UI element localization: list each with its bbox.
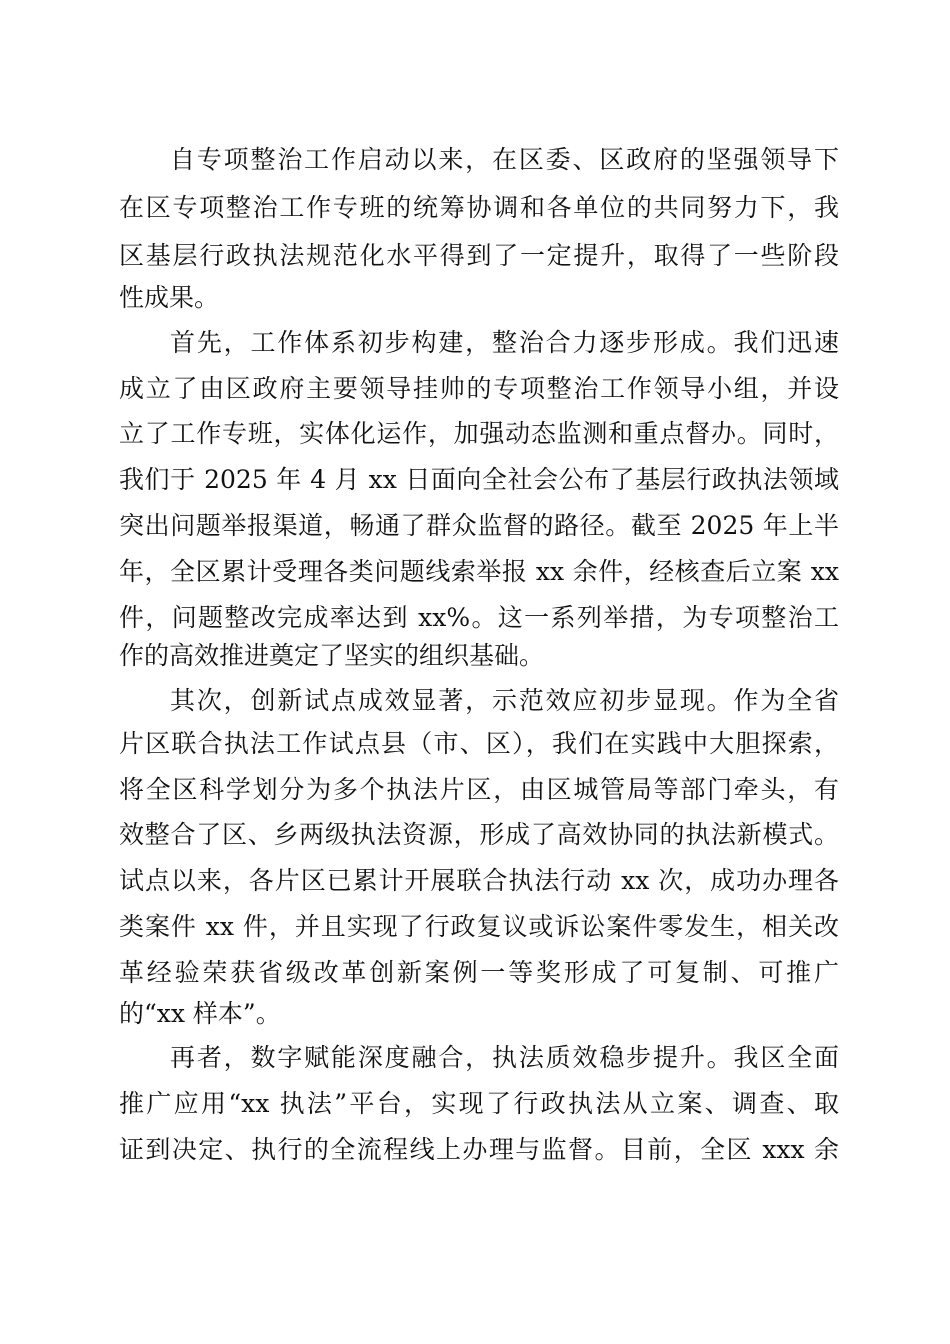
paragraph-3-line-8: 的“xx 样本”。 xyxy=(119,999,281,1028)
paragraph-2-line-3: 立了工作专班，实体化运作，加强动态监测和重点督办。同时， xyxy=(119,419,839,448)
paragraph-4-line-1: 再者，数字赋能深度融合，执法质效稳步提升。我区全面 xyxy=(170,1043,839,1072)
paragraph-1-line-1: 自专项整治工作启动以来，在区委、区政府的坚强领导下 xyxy=(170,145,839,174)
paragraph-1-line-4: 性成果。 xyxy=(119,283,220,312)
paragraph-3-line-3: 将全区科学划分为多个执法片区，由区城管局等部门牵头，有 xyxy=(119,775,839,804)
paragraph-3-line-5: 试点以来，各片区已累计开展联合执法行动 xx 次，成功办理各 xyxy=(119,866,839,895)
paragraph-3-line-4: 效整合了区、乡两级执法资源，形成了高效协同的执法新模式。 xyxy=(119,820,839,849)
paragraph-4-line-3: 证到决定、执行的全流程线上办理与监督。目前，全区 xxx 余 xyxy=(119,1135,839,1164)
paragraph-2-line-1: 首先，工作体系初步构建，整治合力逐步形成。我们迅速 xyxy=(170,328,839,357)
paragraph-2-line-7: 件，问题整改完成率达到 xx%。这一系列举措，为专项整治工 xyxy=(119,603,839,632)
paragraph-3-line-7: 革经验荣获省级改革创新案例一等奖形成了可复制、可推广 xyxy=(119,958,839,987)
paragraph-3-line-6: 类案件 xx 件，并且实现了行政复议或诉讼案件零发生，相关改 xyxy=(119,912,839,941)
paragraph-2-line-6: 年，全区累计受理各类问题线索举报 xx 余件，经核查后立案 xx xyxy=(119,557,839,586)
paragraph-1-line-3: 区基层行政执法规范化水平得到了一定提升，取得了一些阶段 xyxy=(119,241,839,270)
paragraph-3-line-2: 片区联合执法工作试点县（市、区），我们在实践中大胆探索， xyxy=(119,729,839,758)
paragraph-2-line-2: 成立了由区政府主要领导挂帅的专项整治工作领导小组，并设 xyxy=(119,374,839,403)
paragraph-1-line-2: 在区专项整治工作专班的统筹协调和各单位的共同努力下，我 xyxy=(119,193,839,222)
paragraph-3-line-1: 其次，创新试点成效显著，示范效应初步显现。作为全省 xyxy=(170,686,839,715)
paragraph-4-line-2: 推广应用“xx 执法”平台，实现了行政执法从立案、调查、取 xyxy=(119,1089,839,1118)
paragraph-2-line-8: 作的高效推进奠定了坚实的组织基础。 xyxy=(119,641,545,670)
paragraph-2-line-4: 我们于 2025 年 4 月 xx 日面向全社会公布了基层行政执法领域 xyxy=(119,465,839,494)
paragraph-2-line-5: 突出问题举报渠道，畅通了群众监督的路径。截至 2025 年上半 xyxy=(119,511,839,540)
